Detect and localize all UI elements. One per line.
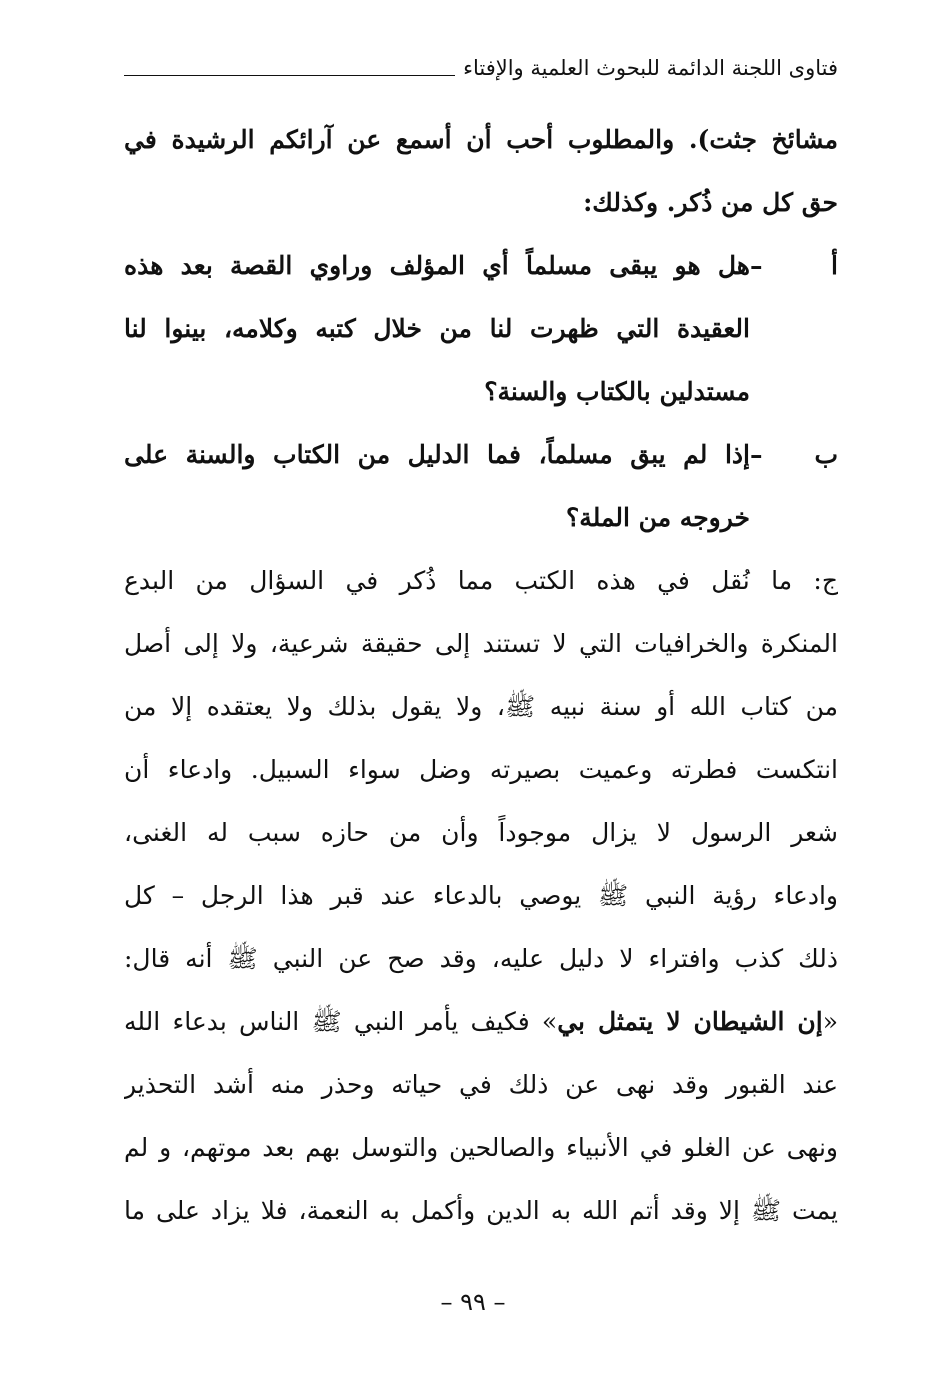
answer-line: من كتاب الله أو سنة نبيه ﷺ، ولا يقول بذلك ولا يعتقده إلا من <box>124 692 838 721</box>
running-header <box>124 58 838 79</box>
hadith-rest: فكيف يأمر النبي ﷺ الناس بدعاء الله <box>124 1007 542 1036</box>
question-item-line: مستدلين بالكتاب والسنة؟ <box>484 377 750 406</box>
header-title: فتاوى اللجنة الدائمة للبحوث العلمية والإفتاء <box>463 56 838 80</box>
answer-line: المنكرة والخرافيات التي لا تستند إلى حقيقة شرعية، ولا إلى أصل <box>124 629 838 658</box>
answer-line: انتكست فطرته وعميت بصيرته وضل سواء السبيل. وادعاء أن <box>124 755 838 784</box>
question-line: حق كل من ذُكر. وكذلك: <box>583 188 838 217</box>
hadith-line <box>124 990 838 1053</box>
item-text: هل هو يبقى مسلماً أي المؤلف وراوي القصة بعد هذه <box>124 251 750 280</box>
hadith-quote: إن الشيطان لا يتمثل بي <box>557 1007 823 1036</box>
question-item-line: خروجه من الملة؟ <box>566 503 750 532</box>
answer-line: ج: ما نُقل في هذه الكتب مما ذُكر في السؤال من البدع <box>124 566 838 595</box>
header-rule <box>124 75 455 76</box>
answer-line: ذلك كذب وافتراء لا دليل عليه، وقد صح عن النبي ﷺ أنه قال: <box>124 944 838 973</box>
quote-open: « <box>822 1007 838 1036</box>
answer-line: يمت ﷺ إلا وقد أتم الله به الدين وأكمل به النعمة، فلا يزاد على ما <box>124 1196 838 1225</box>
question-item-b <box>124 423 838 486</box>
page-number: – ٩٩ – <box>440 1288 506 1316</box>
question-item-a <box>124 234 838 297</box>
item-marker: أ – <box>750 251 838 280</box>
item-marker: ب – <box>750 440 838 469</box>
question-line: مشائخ جثت). والمطلوب أحب أن أسمع عن آرائكم الرشيدة في <box>124 125 838 154</box>
page-body <box>124 108 838 1242</box>
answer-line: وادعاء رؤية النبي ﷺ يوصي بالدعاء عند قبر هذا الرجل – كل <box>124 881 838 910</box>
answer-line: ونهى عن الغلو في الأنبياء والصالحين والتوسل بهم بعد موتهم، و لم <box>124 1133 838 1162</box>
quote-close: » <box>541 1007 558 1036</box>
answer-line: عند القبور وقد نهى عن ذلك في حياته وحذر منه أشد التحذير <box>124 1070 838 1099</box>
item-text: إذا لم يبق مسلماً، فما الدليل من الكتاب والسنة على <box>124 440 750 469</box>
answer-line: شعر الرسول لا يزال موجوداً وأن من حازه سبب له الغنى، <box>124 818 838 847</box>
question-item-line: العقيدة التي ظهرت لنا من خلال كتبه وكلامه، بينوا لنا <box>124 314 750 343</box>
